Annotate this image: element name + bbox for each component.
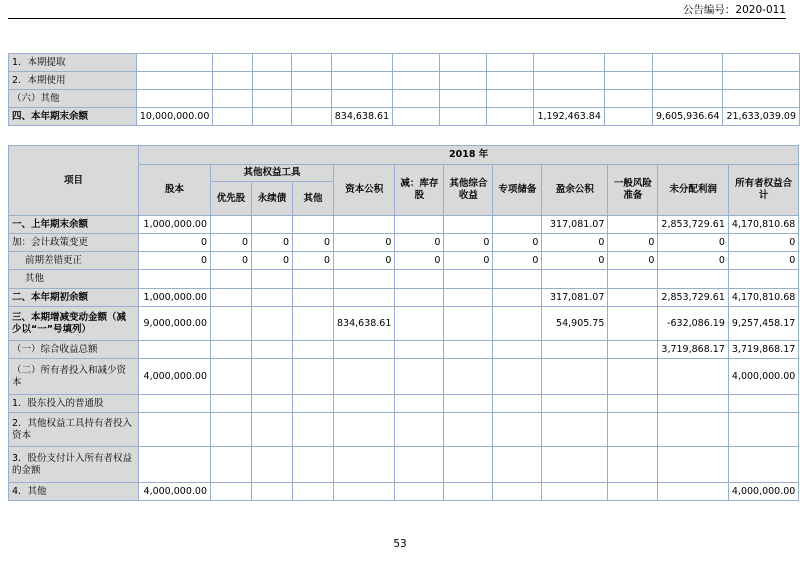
table-cell: 4,000,000.00 — [139, 483, 211, 501]
row-label: 4．其他 — [9, 483, 139, 501]
table-cell — [252, 395, 293, 413]
table-cell: 0 — [334, 252, 395, 270]
row-label: 加：会计政策变更 — [9, 234, 139, 252]
table-cell — [658, 359, 728, 395]
header-preferred: 优先股 — [211, 182, 252, 216]
table-cell — [293, 307, 334, 341]
table-cell — [444, 359, 493, 395]
table-cell — [252, 359, 293, 395]
table-cell — [493, 289, 542, 307]
table-cell — [493, 483, 542, 501]
table-row — [9, 72, 800, 90]
table-cell — [395, 270, 444, 289]
row-label: （一）综合收益总额 — [9, 341, 139, 359]
table-cell — [334, 289, 395, 307]
table-cell — [211, 216, 252, 234]
table-cell — [534, 90, 604, 108]
table-cell: 4,000,000.00 — [728, 359, 798, 395]
table-cell — [334, 270, 395, 289]
table-cell — [608, 483, 658, 501]
table-cell: 4,170,810.68 — [728, 289, 798, 307]
table-cell: 0 — [252, 234, 293, 252]
table-cell — [493, 447, 542, 483]
table-cell: 0 — [658, 252, 728, 270]
row-label: 一、上年期末余额 — [9, 216, 139, 234]
table-cell — [608, 447, 658, 483]
top-equity-table — [8, 53, 800, 126]
doc-number: 公告编号：2020-011 — [682, 4, 786, 16]
table-cell — [292, 90, 331, 108]
table-cell — [487, 108, 534, 126]
table-cell — [213, 90, 252, 108]
table-cell — [334, 395, 395, 413]
table-cell — [444, 395, 493, 413]
table-cell — [542, 447, 608, 483]
table-row — [9, 216, 799, 234]
table-cell: 10,000,000.00 — [136, 108, 213, 126]
table-cell — [608, 395, 658, 413]
table-cell — [393, 72, 440, 90]
row-label: 四、本年期末余额 — [9, 108, 137, 126]
table-cell: 1,192,463.84 — [534, 108, 604, 126]
table-cell — [440, 54, 487, 72]
table-cell — [139, 270, 211, 289]
table-cell — [440, 108, 487, 126]
table-cell — [444, 341, 493, 359]
header-surplus-reserve: 盈余公积 — [542, 165, 608, 216]
table-cell — [658, 483, 728, 501]
table-cell — [444, 307, 493, 341]
table-cell — [723, 90, 800, 108]
table-cell — [608, 359, 658, 395]
table-cell — [487, 54, 534, 72]
row-label: （六）其他 — [9, 90, 137, 108]
table-cell: 0 — [139, 252, 211, 270]
table-cell: 0 — [728, 252, 798, 270]
table-cell: 2,853,729.61 — [658, 289, 728, 307]
table-cell — [334, 483, 395, 501]
table-cell — [728, 413, 798, 447]
table-cell: 0 — [252, 252, 293, 270]
table-cell — [331, 72, 392, 90]
table-cell — [252, 72, 291, 90]
table-cell — [652, 90, 722, 108]
table-cell — [252, 483, 293, 501]
table-cell — [604, 108, 652, 126]
table-cell — [252, 413, 293, 447]
header-total-equity: 所有者权益合计 — [728, 165, 798, 216]
table-cell — [652, 54, 722, 72]
table-cell — [608, 289, 658, 307]
table-cell — [331, 90, 392, 108]
table-cell — [139, 413, 211, 447]
table-cell — [542, 395, 608, 413]
table-cell — [211, 270, 252, 289]
table-cell — [334, 216, 395, 234]
table-cell — [542, 413, 608, 447]
table-cell — [604, 72, 652, 90]
table-cell — [493, 270, 542, 289]
table-cell: 0 — [542, 252, 608, 270]
table-cell — [395, 216, 444, 234]
table-cell — [658, 270, 728, 289]
table-cell — [252, 289, 293, 307]
header-other-equity-instruments: 其他权益工具 — [211, 165, 334, 182]
table-cell — [293, 359, 334, 395]
table-cell — [334, 413, 395, 447]
table-cell — [252, 270, 293, 289]
table-cell: 9,000,000.00 — [139, 307, 211, 341]
table-cell — [444, 447, 493, 483]
table-cell — [293, 413, 334, 447]
table-cell: 3,719,868.17 — [728, 341, 798, 359]
table-cell: 54,905.75 — [542, 307, 608, 341]
table-cell — [139, 395, 211, 413]
table-cell — [493, 216, 542, 234]
table-cell — [395, 413, 444, 447]
header-rule — [8, 18, 786, 19]
table-row — [9, 413, 799, 447]
table-cell — [292, 72, 331, 90]
table-cell — [395, 359, 444, 395]
table-cell — [658, 413, 728, 447]
table-cell — [252, 216, 293, 234]
table-cell: 834,638.61 — [331, 108, 392, 126]
table-cell — [604, 90, 652, 108]
table-cell: 834,638.61 — [334, 307, 395, 341]
table-cell: 9,605,936.64 — [652, 108, 722, 126]
table-cell — [211, 483, 252, 501]
table-cell — [395, 289, 444, 307]
table-cell — [395, 307, 444, 341]
row-label: 2．其他权益工具持有者投入资本 — [9, 413, 139, 447]
table-cell — [444, 216, 493, 234]
header-share-capital: 股本 — [139, 165, 211, 216]
table-cell — [139, 447, 211, 483]
row-label: 3．股份支付计入所有者权益的金额 — [9, 447, 139, 483]
table-cell — [652, 72, 722, 90]
table-cell — [293, 270, 334, 289]
table-cell — [211, 447, 252, 483]
table-cell — [211, 341, 252, 359]
table-cell: 3,719,868.17 — [658, 341, 728, 359]
table-cell — [211, 413, 252, 447]
table-cell — [604, 54, 652, 72]
header-special-reserve: 专项储备 — [493, 165, 542, 216]
table-cell — [331, 54, 392, 72]
table-cell — [608, 216, 658, 234]
table-row — [9, 252, 799, 270]
table-cell — [444, 270, 493, 289]
table-cell — [608, 270, 658, 289]
table-cell: 317,081.07 — [542, 289, 608, 307]
table-row — [9, 307, 799, 341]
table-cell — [444, 483, 493, 501]
header-undistributed-profit: 未分配利润 — [658, 165, 728, 216]
table-row — [9, 483, 799, 501]
page-number: 53 — [393, 538, 407, 550]
header-capital-reserve: 资本公积 — [334, 165, 395, 216]
table-cell — [440, 72, 487, 90]
table-row — [9, 359, 799, 395]
table-cell — [292, 108, 331, 126]
table-cell — [292, 54, 331, 72]
table-cell — [542, 359, 608, 395]
table-row — [9, 90, 800, 108]
table-cell: 0 — [658, 234, 728, 252]
table-cell — [252, 307, 293, 341]
table-row — [9, 395, 799, 413]
table-cell — [213, 54, 252, 72]
table-row — [9, 447, 799, 483]
table-cell: 0 — [728, 234, 798, 252]
table-cell: 0 — [444, 234, 493, 252]
table-cell — [252, 54, 291, 72]
table-cell — [211, 307, 252, 341]
table-cell — [252, 108, 291, 126]
table-cell: 0 — [139, 234, 211, 252]
table-cell — [444, 289, 493, 307]
header-year: 2018 年 — [139, 146, 799, 165]
table-cell — [252, 341, 293, 359]
table-cell — [440, 90, 487, 108]
table-cell: 1,000,000.00 — [139, 289, 211, 307]
table-cell — [728, 447, 798, 483]
table-cell — [493, 341, 542, 359]
table-cell — [542, 483, 608, 501]
table-cell — [393, 54, 440, 72]
table-cell: 0 — [293, 252, 334, 270]
table-cell — [395, 447, 444, 483]
table-cell — [728, 270, 798, 289]
table-cell — [493, 359, 542, 395]
table-cell — [293, 483, 334, 501]
table-cell — [608, 413, 658, 447]
table-cell — [608, 307, 658, 341]
table-row — [9, 341, 799, 359]
table-cell: 1,000,000.00 — [139, 216, 211, 234]
table-cell — [658, 395, 728, 413]
header-treasury-stock: 减：库存股 — [395, 165, 444, 216]
table-cell — [393, 90, 440, 108]
table-cell — [213, 72, 252, 90]
header-item: 项目 — [9, 146, 139, 216]
table-cell: 0 — [211, 234, 252, 252]
table-cell — [658, 447, 728, 483]
table-cell — [139, 341, 211, 359]
row-label: 三、本期增减变动金额（减少以“一”号填列） — [9, 307, 139, 341]
table-cell — [728, 395, 798, 413]
row-label: （二）所有者投入和减少资本 — [9, 359, 139, 395]
table-cell — [213, 108, 252, 126]
table-cell — [334, 341, 395, 359]
table-cell — [493, 395, 542, 413]
table-cell: 0 — [542, 234, 608, 252]
table-row — [9, 108, 800, 126]
table-cell — [211, 289, 252, 307]
header-other: 其他 — [293, 182, 334, 216]
table-cell: 9,257,458.17 — [728, 307, 798, 341]
table-cell — [211, 359, 252, 395]
table-cell — [293, 341, 334, 359]
table-cell: 0 — [444, 252, 493, 270]
table-cell — [211, 395, 252, 413]
table-cell — [293, 216, 334, 234]
table-row — [9, 289, 799, 307]
table-cell — [136, 72, 213, 90]
table-cell — [395, 395, 444, 413]
table-cell: 4,170,810.68 — [728, 216, 798, 234]
table-cell: 0 — [211, 252, 252, 270]
table-cell — [393, 108, 440, 126]
table-cell — [293, 289, 334, 307]
table-cell — [608, 341, 658, 359]
table-cell: 0 — [493, 252, 542, 270]
table-cell: 0 — [395, 252, 444, 270]
table-cell: 317,081.07 — [542, 216, 608, 234]
table-cell — [487, 72, 534, 90]
equity-changes-2018-table — [8, 145, 799, 501]
table-cell — [444, 413, 493, 447]
table-cell — [334, 447, 395, 483]
table-cell — [542, 341, 608, 359]
table-cell — [534, 54, 604, 72]
table-cell — [493, 413, 542, 447]
table-cell — [136, 54, 213, 72]
table-cell — [395, 483, 444, 501]
table-cell: 0 — [608, 252, 658, 270]
header-general-risk: 一般风险准备 — [608, 165, 658, 216]
table-row — [9, 234, 799, 252]
table-cell — [395, 341, 444, 359]
table-cell: 0 — [608, 234, 658, 252]
table-cell — [293, 447, 334, 483]
table-row — [9, 54, 800, 72]
header-oci: 其他综合收益 — [444, 165, 493, 216]
table-cell — [723, 54, 800, 72]
table-cell: 4,000,000.00 — [139, 359, 211, 395]
table-cell: 21,633,039.09 — [723, 108, 800, 126]
table-cell — [542, 270, 608, 289]
row-label: 2．本期使用 — [9, 72, 137, 90]
row-label: 1．股东投入的普通股 — [9, 395, 139, 413]
table-cell: 4,000,000.00 — [728, 483, 798, 501]
header-perpetual: 永续债 — [252, 182, 293, 216]
table-cell: 0 — [493, 234, 542, 252]
table-cell — [493, 307, 542, 341]
table-cell — [534, 72, 604, 90]
table-cell — [136, 90, 213, 108]
row-label: 1．本期提取 — [9, 54, 137, 72]
table-cell: 2,853,729.61 — [658, 216, 728, 234]
table-cell — [252, 90, 291, 108]
table-cell: -632,086.19 — [658, 307, 728, 341]
table-cell: 0 — [395, 234, 444, 252]
row-label: 前期差错更正 — [9, 252, 139, 270]
table-cell — [487, 90, 534, 108]
table-cell — [334, 359, 395, 395]
table-row — [9, 270, 799, 289]
table-cell: 0 — [293, 234, 334, 252]
table-cell: 0 — [334, 234, 395, 252]
table-cell — [252, 447, 293, 483]
row-label: 其他 — [9, 270, 139, 289]
table-cell — [293, 395, 334, 413]
table-cell — [723, 72, 800, 90]
row-label: 二、本年期初余额 — [9, 289, 139, 307]
